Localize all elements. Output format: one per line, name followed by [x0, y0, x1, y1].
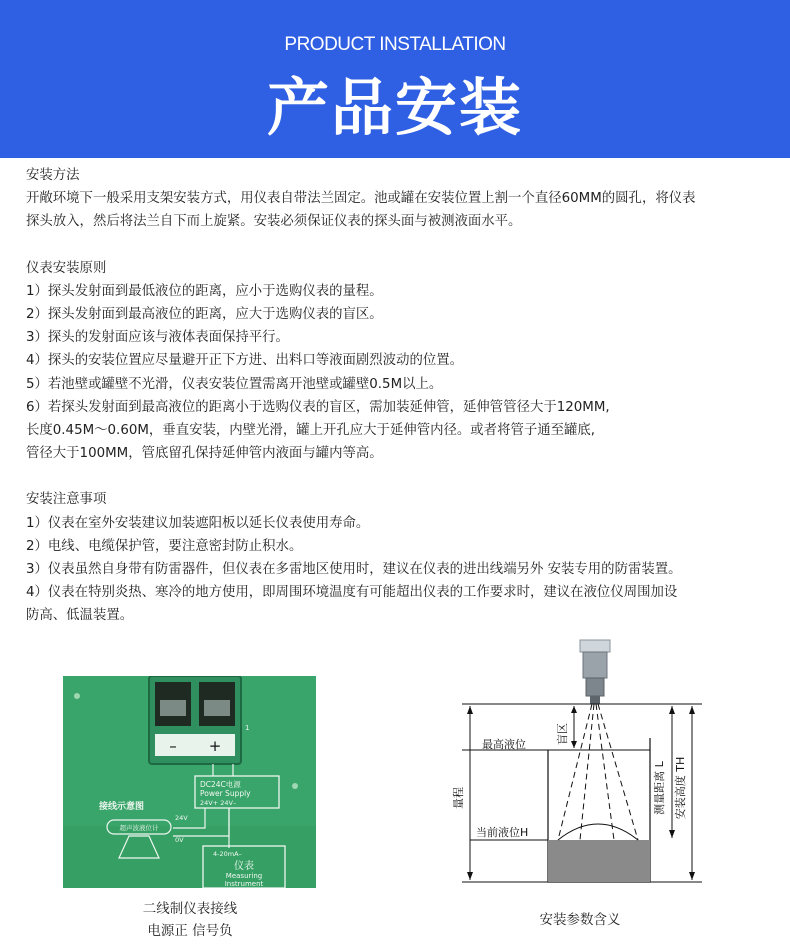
installation-diagram [440, 630, 720, 895]
range-label: 量程 [452, 787, 465, 809]
v24-label: 24V [175, 814, 188, 822]
paragraph-line: 开敞环境下一般采用支架安装方式，用仪表自带法兰固定。池或罐在安装位置上割一个直径60MM的圆孔，将仪表 [26, 191, 696, 207]
caption-line: 二线制仪表接线 [142, 901, 238, 917]
section-heading-notes: 安装注意事项 [26, 492, 107, 508]
list-item: 3）仪表虽然自身带有防雷器件，但仪表在多雷地区使用时，建议在仪表的进出线端另外 安装专用的防雷装置。 [26, 562, 682, 578]
content-body [26, 164, 770, 628]
signal-label: 4-20mA– [213, 850, 242, 858]
list-item: 1）探头发射面到最低液位的距离，应小于选购仪表的量程。 [26, 283, 383, 299]
terminal-block [149, 676, 241, 764]
list-item: 2）探头发射面到最高液位的距离，应大于选购仪表的盲区。 [26, 307, 383, 323]
caption-line: 电源正 信号负 [147, 923, 233, 939]
list-item: 5）若池壁或罐壁不光滑，仪表安装位置需离开池壁或罐壁0.5M以上。 [26, 376, 443, 392]
list-item: 防高、低温装置。 [26, 608, 134, 624]
current-level-label: 当前液位H [476, 826, 529, 839]
list-item: 3）探头的发射面应该与液体表面保持平行。 [26, 330, 289, 346]
minus-sign: – [169, 737, 177, 755]
section-heading-principles: 仪表安装原则 [26, 260, 107, 276]
photo-caption [100, 898, 280, 942]
install-height-label: 安装高度 TH [674, 756, 687, 820]
plus-sign: + [208, 737, 222, 755]
power-supply-label: Power Supply [200, 789, 251, 798]
title-chinese: 产品安装 [266, 71, 523, 144]
max-level-label: 最高液位 [482, 738, 526, 751]
wiring-title: 接线示意图 [99, 802, 145, 812]
distance-label: 测量距离 L [653, 761, 666, 815]
list-item: 长度0.45M～0.60M，垂直安装，内壁光滑，罐上开孔应大于延伸管内径。或者将管子通至罐底, [26, 423, 596, 439]
v0-label: 0V [175, 836, 184, 844]
section-heading-method: 安装方法 [26, 168, 80, 183]
header-banner [0, 0, 790, 158]
meter-en2: Instrument [224, 880, 264, 888]
pin-number: 1 [245, 724, 250, 732]
diagram-caption: 安装参数含义 [539, 912, 621, 928]
list-item: 4）探头的安装位置应尽量避开正下方进、出料口等液面剧烈波动的位置。 [26, 353, 464, 369]
meter-label: 仪表 [234, 861, 254, 872]
meter-en1: Measuring [225, 872, 263, 880]
wiring-photo [63, 676, 316, 888]
sensor-label: 超声波液位计 [119, 824, 159, 832]
list-item: 6）若探头发射面到最高液位的距离小于选购仪表的盲区，需加装延伸管，延伸管管径大于120MM, [26, 399, 610, 415]
power-pins-label: 24V+ 24V– [200, 799, 237, 807]
list-item: 1）仪表在室外安装建议加装遮阳板以延长仪表使用寿命。 [26, 515, 370, 531]
blind-zone-label: 盲区 [556, 723, 569, 745]
sensor-icon [580, 640, 610, 704]
list-item: 2）电线、电缆保护管，要注意密封防止积水。 [26, 538, 303, 554]
paragraph-line: 探头放入，然后将法兰自下而上旋紧。安装必须保证仪表的探头面与被测液面水平。 [26, 214, 522, 230]
list-item: 4）仪表在特别炎热、寒冷的地方使用，即周围环境温度有可能超出仪表的工作要求时，建议在液位仪周围加设 [26, 585, 678, 601]
list-item: 管径大于100MM，管底留孔保持延伸管内液面与罐内等高。 [26, 446, 383, 462]
dc-label: DC24C电源 [200, 780, 241, 789]
title-english: PRODUCT INSTALLATION [284, 34, 506, 55]
